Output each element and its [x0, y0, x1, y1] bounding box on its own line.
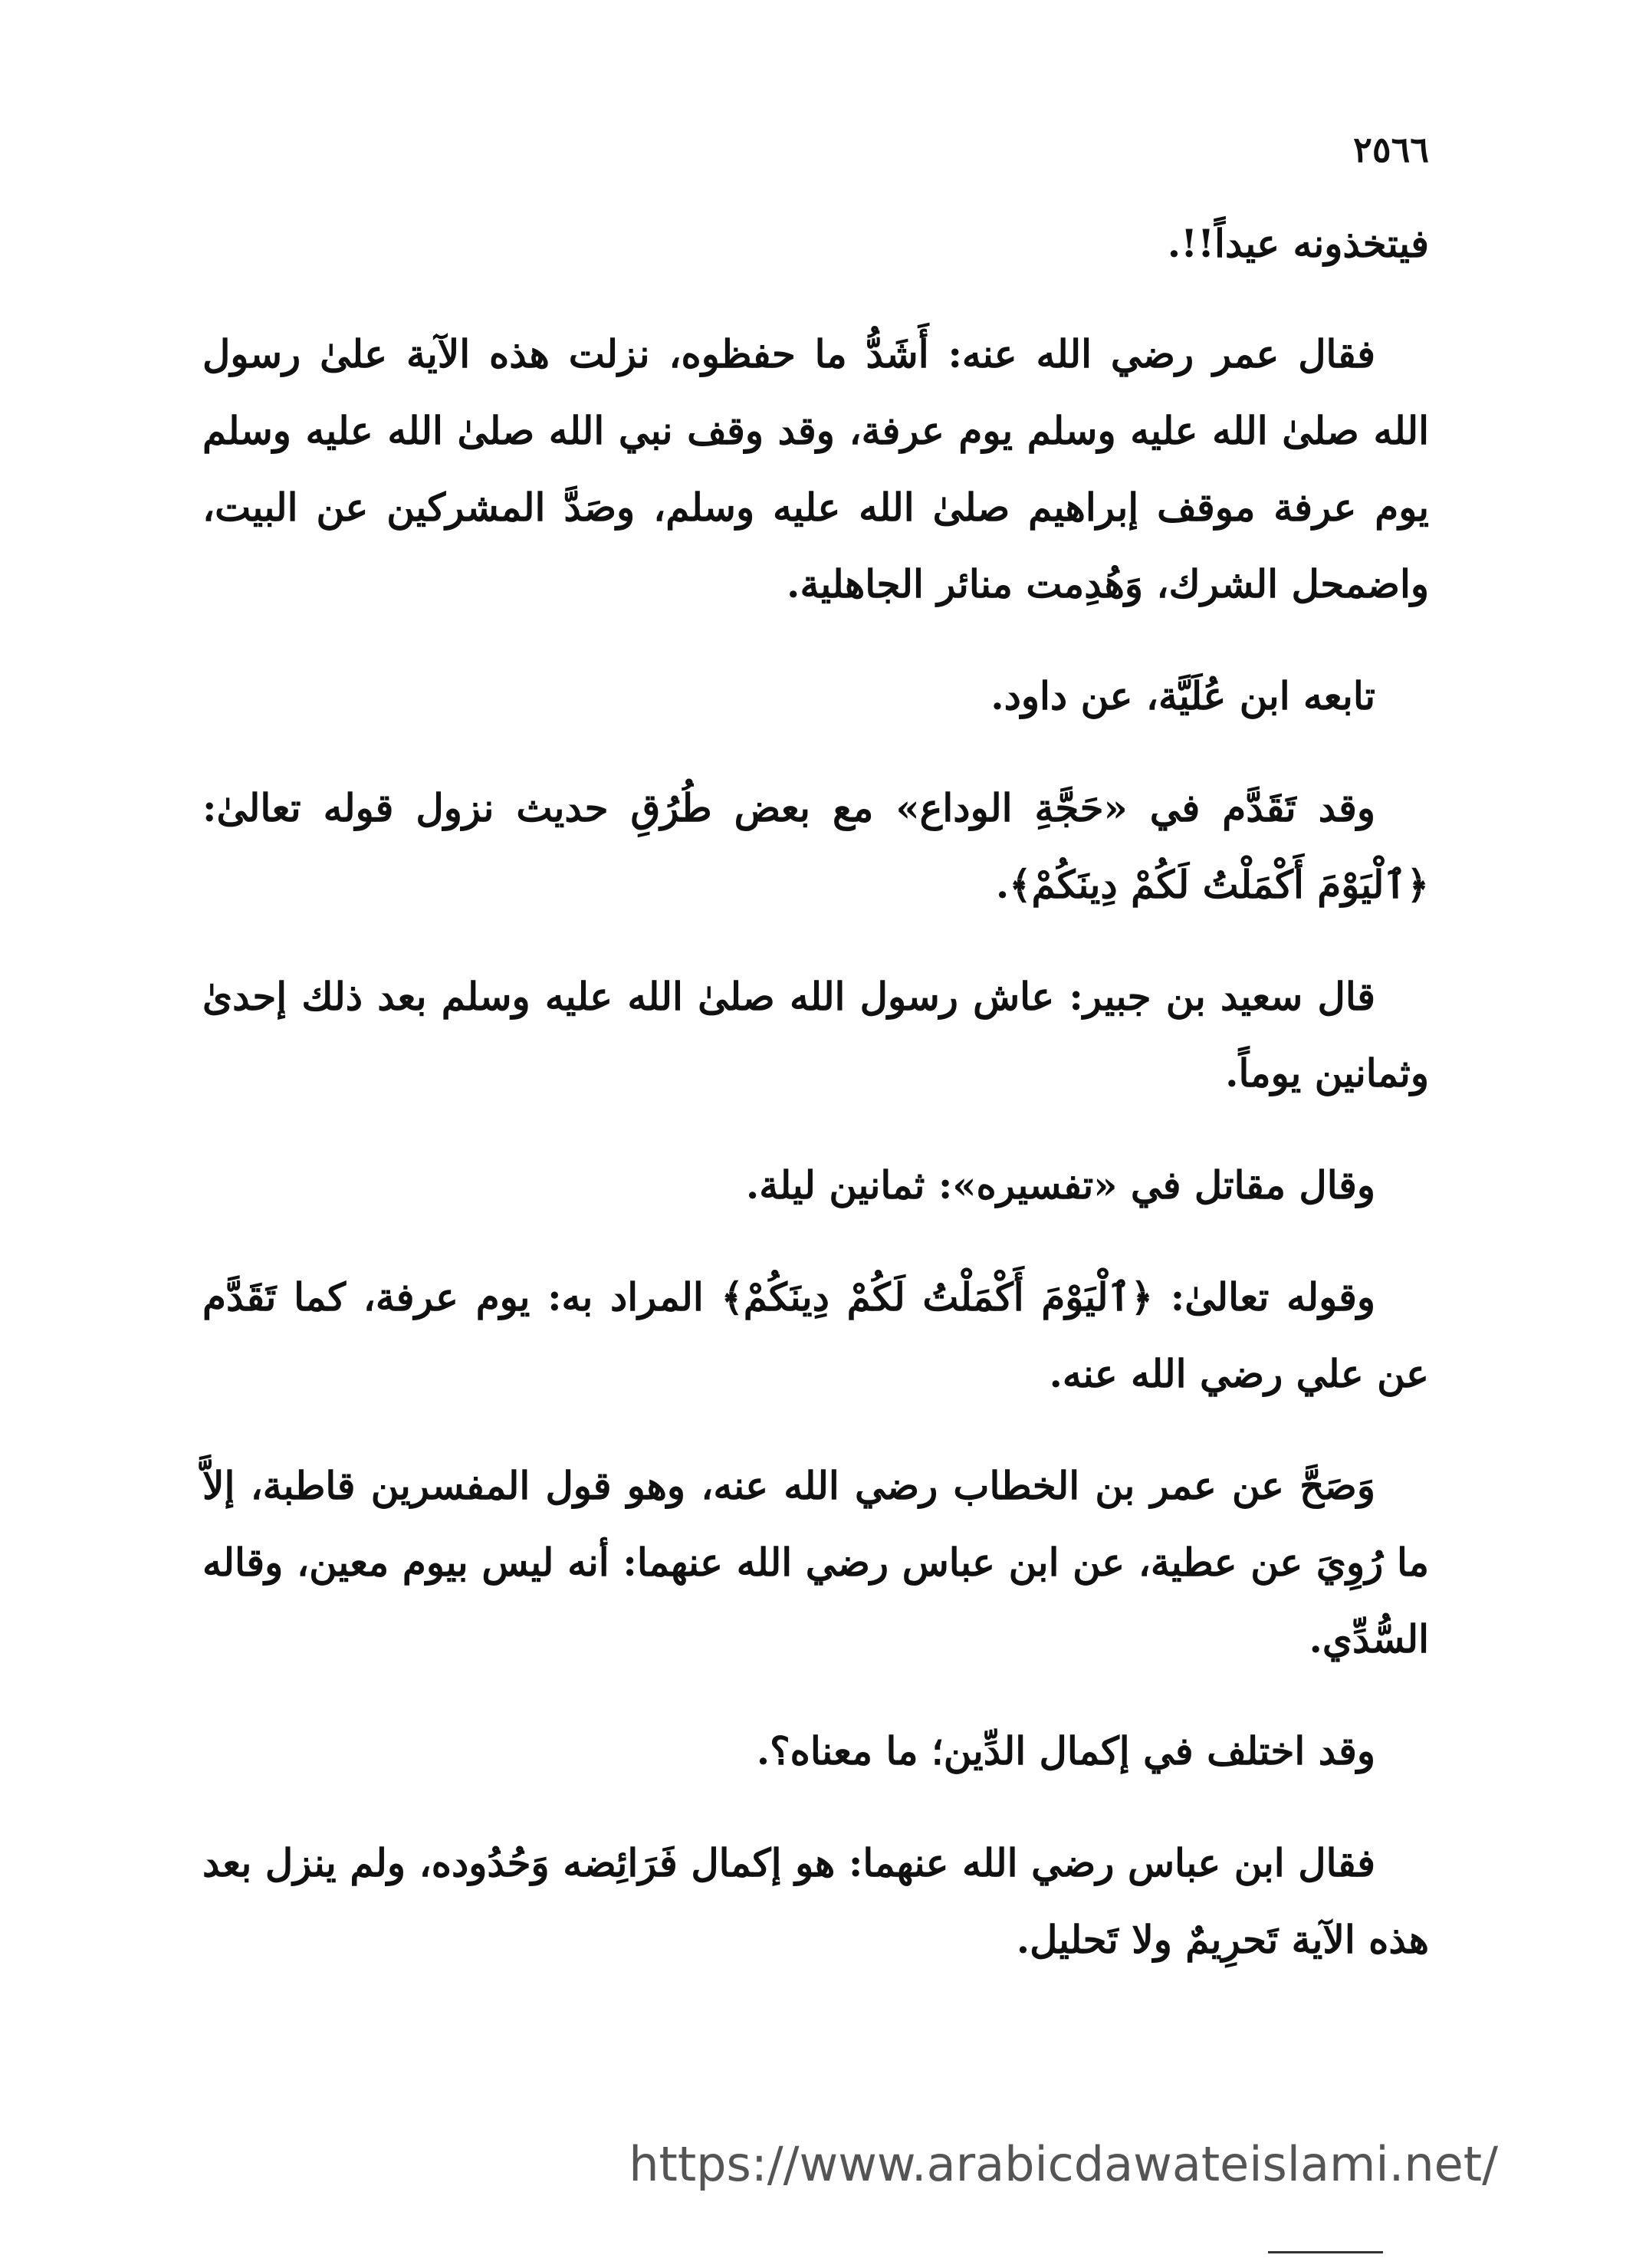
- paragraph-3: تابعه ابن عُلَيَّة، عن داود.: [990, 673, 1375, 718]
- paragraph-1: فيتخذونه عيداً!!.: [1167, 221, 1429, 266]
- paragraph-6: وقال مقاتل في «تفسيره»: ثمانين ليلة.: [745, 1162, 1375, 1208]
- body-text: [202, 205, 1429, 2013]
- paragraph-10: فقال ابن عباس رضي الله عنهما: هو إكمال فَرَائِضه وَحُدُوده، ولم ينزل بعد هذه الآية تَحرِيمٌ ولا تَحليل.: [202, 1840, 1429, 1962]
- page-number: ٢٥٦٦: [1353, 129, 1429, 170]
- paragraph-8: وَصَحَّ عن عمر بن الخطاب رضي الله عنه، وهو قول المفسرين قاطبة، إلاَّ ما رُوِيَ عن عطية، عن ابن عباس رضي الله عنهما: أنه ليس بيوم معين، وقاله السُّدِّي.: [202, 1463, 1429, 1662]
- paragraph-9: وقد اختلف في إكمال الدِّين؛ ما معناه؟.: [756, 1728, 1375, 1773]
- paragraph-5: قال سعيد بن جبير: عاش رسول الله صلىٰ الله عليه وسلم بعد ذلك إحدىٰ وثمانين يوماً.: [202, 974, 1429, 1096]
- footer-rule: [1268, 2251, 1383, 2253]
- footer-url: https://www.arabicdawateislami.net/: [629, 2136, 1498, 2192]
- paragraph-4: وقد تَقَدَّم في «حَجَّةِ الوداع» مع بعض طُرُقِ حديث نزول قوله تعالىٰ: ﴿ٱلْيَوْمَ أَكْمَلْتُ لَكُمْ دِينَكُمْ﴾.: [202, 785, 1429, 907]
- paragraph-7: وقوله تعالىٰ: ﴿ٱلْيَوْمَ أَكْمَلْتُ لَكُمْ دِينَكُمْ﴾ المراد به: يوم عرفة، كما تَقَدَّم عن علي رضي الله عنه.: [202, 1274, 1429, 1396]
- paragraph-2: فقال عمر رضي الله عنه: أَشَدُّ ما حفظوه، نزلت هذه الآية علىٰ رسول الله صلىٰ الله عليه وسلم يوم عرفة، وقد وقف نبي الله صلىٰ الله عليه وسلم يوم عرفة موقف إبراهيم صلىٰ الله عليه وسلم، وصَدَّ المشركين عن البيت، واضمحل الشرك، وَهُدِمت منائر الجاهلية.: [202, 331, 1429, 606]
